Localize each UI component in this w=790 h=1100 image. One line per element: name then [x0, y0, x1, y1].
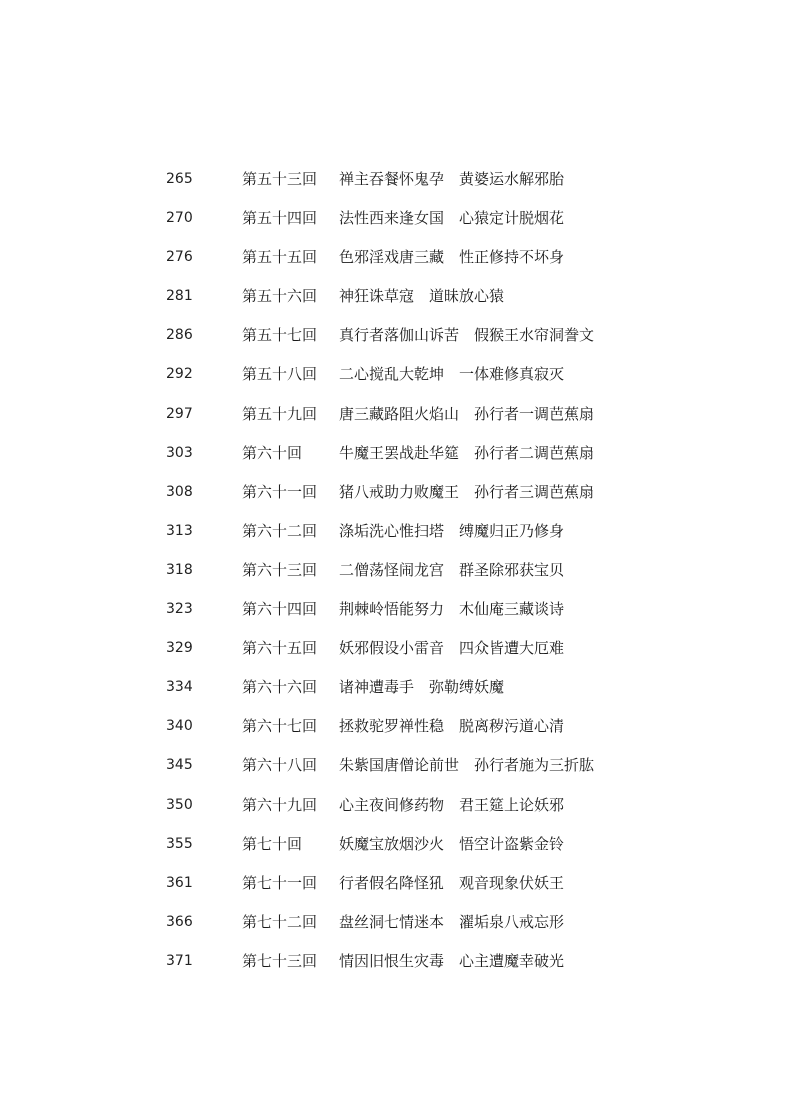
toc-entry: [0, 590, 790, 629]
chapter-number: 第六十一回: [242, 482, 318, 501]
chapter-title: 行者假名降怪犼 观音现象伏妖王: [339, 873, 565, 892]
chapter-number: 第五十六回: [242, 287, 318, 306]
page-number: 345: [166, 757, 193, 774]
chapter-title: 二僧荡怪闹龙宫 群圣除邪获宝贝: [339, 560, 565, 579]
chapter-number: 第五十七回: [242, 326, 318, 345]
page-number: 303: [166, 444, 193, 461]
chapter-title: 拯救驼罗禅性稳 脱离秽污道心清: [339, 717, 565, 736]
chapter-title: 朱紫国唐僧论前世 孙行者施为三折肱: [339, 756, 595, 775]
chapter-title: 禅主吞餐怀鬼孕 黄婆运水解邪胎: [339, 170, 565, 188]
chapter-number: 第七十一回: [242, 873, 318, 892]
chapter-title: 猪八戒助力败魔王 孙行者三调芭蕉扇: [339, 482, 595, 501]
page-number: 265: [166, 171, 193, 187]
page-number: 286: [166, 327, 193, 344]
toc-entry: [0, 512, 790, 551]
chapter-number: 第五十八回: [242, 365, 318, 384]
page-number: 334: [166, 679, 193, 696]
chapter-number: 第六十九回: [242, 795, 318, 814]
page-number: 297: [166, 405, 193, 422]
toc-entry: [0, 238, 790, 277]
chapter-title: 盘丝洞七情迷本 濯垢泉八戒忘形: [339, 912, 565, 931]
chapter-number: 第五十九回: [242, 404, 318, 423]
page-number: 281: [166, 288, 193, 305]
chapter-title: 荆棘岭悟能努力 木仙庵三藏谈诗: [339, 600, 565, 619]
toc-entry: [0, 825, 790, 864]
chapter-number: 第七十回: [242, 834, 303, 853]
page-number: 308: [166, 483, 193, 500]
chapter-title: 法性西来逢女国 心猿定计脱烟花: [339, 209, 565, 228]
page-number: 371: [166, 952, 193, 969]
toc-entry: [0, 434, 790, 473]
chapter-number: 第六十五回: [242, 639, 318, 658]
chapter-title: 心主夜间修药物 君王筵上论妖邪: [339, 795, 565, 814]
chapter-title: 诸神遭毒手 弥勒缚妖魔: [339, 678, 505, 697]
toc-entry: [0, 395, 790, 434]
page-number: 350: [166, 796, 193, 813]
toc-entry: [0, 864, 790, 903]
toc-entry: [0, 199, 790, 238]
chapter-title: 神狂诛草寇 道昧放心猿: [339, 287, 505, 306]
toc-entry: [0, 786, 790, 825]
table-of-contents: [0, 160, 790, 981]
chapter-title: 真行者落伽山诉苦 假猴王水帘洞誊文: [339, 326, 595, 345]
page-number: 318: [166, 561, 193, 578]
page-number: 340: [166, 718, 193, 735]
chapter-title: 牛魔王罢战赴华筵 孙行者二调芭蕉扇: [339, 443, 595, 462]
chapter-title: 妖魔宝放烟沙火 悟空计盗紫金铃: [339, 834, 565, 853]
chapter-number: 第七十三回: [242, 951, 318, 970]
toc-entry: [0, 277, 790, 316]
chapter-number: 第六十二回: [242, 521, 318, 540]
chapter-number: 第六十七回: [242, 717, 318, 736]
toc-entry: [0, 160, 790, 199]
chapter-number: 第六十六回: [242, 678, 318, 697]
toc-entry: [0, 355, 790, 394]
toc-entry: [0, 316, 790, 355]
page-number: 292: [166, 366, 193, 383]
chapter-title: 妖邪假设小雷音 四众皆遭大厄难: [339, 639, 565, 658]
chapter-title: 情因旧恨生灾毒 心主遭魔幸破光: [339, 951, 565, 970]
chapter-number: 第七十二回: [242, 912, 318, 931]
page-number: 313: [166, 522, 193, 539]
toc-entry: [0, 746, 790, 785]
page-number: 366: [166, 913, 193, 930]
chapter-title: 色邪淫戏唐三藏 性正修持不坏身: [339, 248, 565, 267]
page-number: 270: [166, 210, 193, 227]
toc-entry: [0, 473, 790, 512]
chapter-number: 第六十八回: [242, 756, 318, 775]
chapter-number: 第五十三回: [242, 170, 318, 188]
page-number: 355: [166, 835, 193, 852]
page-number: 276: [166, 249, 193, 266]
toc-entry: [0, 707, 790, 746]
chapter-number: 第六十回: [242, 443, 303, 462]
chapter-title: 唐三藏路阻火焰山 孙行者一调芭蕉扇: [339, 404, 595, 423]
toc-entry: [0, 942, 790, 981]
toc-entry: [0, 551, 790, 590]
chapter-number: 第五十五回: [242, 248, 318, 267]
toc-entry: [0, 668, 790, 707]
toc-entry: [0, 903, 790, 942]
chapter-number: 第六十三回: [242, 560, 318, 579]
chapter-title: 涤垢洗心惟扫塔 缚魔归正乃修身: [339, 521, 565, 540]
chapter-title: 二心搅乱大乾坤 一体难修真寂灭: [339, 365, 565, 384]
page-number: 329: [166, 640, 193, 657]
chapter-number: 第六十四回: [242, 600, 318, 619]
chapter-number: 第五十四回: [242, 209, 318, 228]
page-number: 323: [166, 601, 193, 618]
page-number: 361: [166, 874, 193, 891]
toc-entry: [0, 629, 790, 668]
